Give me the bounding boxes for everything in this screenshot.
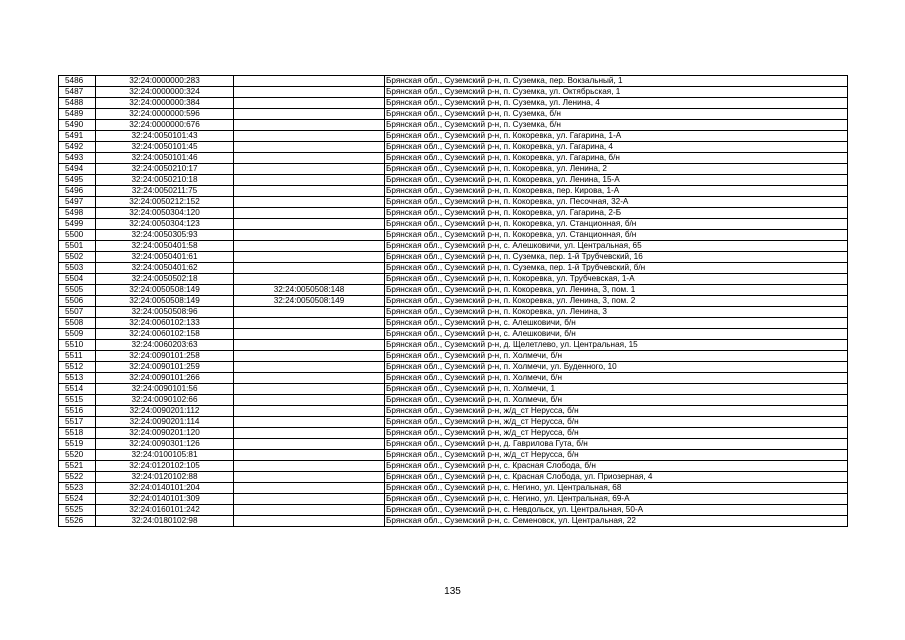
table-row: [59, 373, 848, 384]
table-row: [59, 252, 848, 263]
address-cell: Брянская обл., Суземский р-н, п. Кокоревка, ул. Ленина, 3: [385, 307, 848, 318]
row-number-cell: 5513: [59, 373, 96, 384]
previous-number-cell: [234, 252, 385, 263]
address-cell: Брянская обл., Суземский р-н, с. Негино, ул. Центральная, 69-А: [385, 494, 848, 505]
cadastral-number-cell: 32:24:0000000:324: [96, 87, 234, 98]
table-row: [59, 329, 848, 340]
previous-number-cell: [234, 494, 385, 505]
table-row: [59, 219, 848, 230]
table-row: [59, 186, 848, 197]
row-number-cell: 5489: [59, 109, 96, 120]
row-number-cell: 5510: [59, 340, 96, 351]
address-cell: Брянская обл., Суземский р-н, п. Холмечи, б/н: [385, 351, 848, 362]
table-row: [59, 142, 848, 153]
row-number-cell: 5500: [59, 230, 96, 241]
address-cell: Брянская обл., Суземский р-н, п. Кокоревка, ул. Ленина, 3, пом. 2: [385, 296, 848, 307]
cadastral-number-cell: 32:24:0050101:46: [96, 153, 234, 164]
cadastral-number-cell: 32:24:0050304:120: [96, 208, 234, 219]
table-row: [59, 307, 848, 318]
address-cell: Брянская обл., Суземский р-н, п. Кокоревка, ул. Станционная, б/н: [385, 219, 848, 230]
cadastral-number-cell: 32:24:0050508:96: [96, 307, 234, 318]
row-number-cell: 5503: [59, 263, 96, 274]
cadastral-number-cell: 32:24:0090301:126: [96, 439, 234, 450]
table-row: [59, 417, 848, 428]
table-row: [59, 340, 848, 351]
row-number-cell: 5490: [59, 120, 96, 131]
previous-number-cell: [234, 197, 385, 208]
address-cell: Брянская обл., Суземский р-н, п. Кокоревка, ул. Ленина, 15-А: [385, 175, 848, 186]
address-cell: Брянская обл., Суземский р-н, с. Семеновск, ул. Центральная, 22: [385, 516, 848, 527]
row-number-cell: 5494: [59, 164, 96, 175]
previous-number-cell: [234, 461, 385, 472]
previous-number-cell: [234, 131, 385, 142]
row-number-cell: 5522: [59, 472, 96, 483]
row-number-cell: 5508: [59, 318, 96, 329]
page-number: 135: [444, 586, 461, 597]
cadastral-number-cell: 32:24:0100105:81: [96, 450, 234, 461]
table-row: [59, 296, 848, 307]
cadastral-number-cell: 32:24:0050401:62: [96, 263, 234, 274]
address-cell: Брянская обл., Суземский р-н, с. Негино, ул. Центральная, 68: [385, 483, 848, 494]
previous-number-cell: [234, 516, 385, 527]
address-cell: Брянская обл., Суземский р-н, п. Кокоревка, ул. Гагарина, б/н: [385, 153, 848, 164]
table-row: [59, 505, 848, 516]
row-number-cell: 5519: [59, 439, 96, 450]
row-number-cell: 5493: [59, 153, 96, 164]
row-number-cell: 5506: [59, 296, 96, 307]
previous-number-cell: [234, 318, 385, 329]
address-cell: Брянская обл., Суземский р-н, п. Кокоревка, ул. Трубчевская, 1-А: [385, 274, 848, 285]
table-row: [59, 164, 848, 175]
previous-number-cell: [234, 351, 385, 362]
cadastral-number-cell: 32:24:0000000:283: [96, 76, 234, 87]
address-cell: Брянская обл., Суземский р-н, ж/д_ст Нерусса, б/н: [385, 428, 848, 439]
table-row: [59, 131, 848, 142]
previous-number-cell: [234, 362, 385, 373]
previous-number-cell: [234, 406, 385, 417]
previous-number-cell: 32:24:0050508:149: [234, 296, 385, 307]
address-cell: Брянская обл., Суземский р-н, п. Кокоревка, ул. Гагарина, 1-А: [385, 131, 848, 142]
address-cell: Брянская обл., Суземский р-н, п. Суземка, ул. Октябрьская, 1: [385, 87, 848, 98]
cadastral-number-cell: 32:24:0050211:75: [96, 186, 234, 197]
table-row: [59, 318, 848, 329]
table-row: [59, 120, 848, 131]
table-row: [59, 439, 848, 450]
table-row: [59, 351, 848, 362]
previous-number-cell: [234, 340, 385, 351]
cadastral-number-cell: 32:24:0050508:149: [96, 285, 234, 296]
cadastral-number-cell: 32:24:0050212:152: [96, 197, 234, 208]
table-row: [59, 230, 848, 241]
row-number-cell: 5526: [59, 516, 96, 527]
previous-number-cell: [234, 208, 385, 219]
cadastral-number-cell: 32:24:0090101:56: [96, 384, 234, 395]
cadastral-number-cell: 32:24:0050401:58: [96, 241, 234, 252]
table-row: [59, 362, 848, 373]
row-number-cell: 5516: [59, 406, 96, 417]
address-cell: Брянская обл., Суземский р-н, п. Суземка, ул. Ленина, 4: [385, 98, 848, 109]
address-cell: Брянская обл., Суземский р-н, с. Алешковичи, ул. Центральная, 65: [385, 241, 848, 252]
row-number-cell: 5501: [59, 241, 96, 252]
cadastral-number-cell: 32:24:0090201:114: [96, 417, 234, 428]
row-number-cell: 5520: [59, 450, 96, 461]
previous-number-cell: [234, 329, 385, 340]
table-row: [59, 450, 848, 461]
row-number-cell: 5509: [59, 329, 96, 340]
address-cell: Брянская обл., Суземский р-н, п. Холмечи, ул. Буденного, 10: [385, 362, 848, 373]
row-number-cell: 5514: [59, 384, 96, 395]
previous-number-cell: [234, 241, 385, 252]
cadastral-number-cell: 32:24:0050502:18: [96, 274, 234, 285]
row-number-cell: 5524: [59, 494, 96, 505]
table-row: [59, 98, 848, 109]
row-number-cell: 5497: [59, 197, 96, 208]
table-row: [59, 483, 848, 494]
address-cell: Брянская обл., Суземский р-н, п. Кокоревка, ул. Гагарина, 4: [385, 142, 848, 153]
table-row: [59, 285, 848, 296]
table-row: [59, 76, 848, 87]
cadastral-number-cell: 32:24:0090102:66: [96, 395, 234, 406]
table-row: [59, 395, 848, 406]
previous-number-cell: [234, 505, 385, 516]
previous-number-cell: [234, 76, 385, 87]
previous-number-cell: [234, 230, 385, 241]
table-row: [59, 263, 848, 274]
row-number-cell: 5498: [59, 208, 96, 219]
address-cell: Брянская обл., Суземский р-н, с. Невдольск, ул. Центральная, 50-А: [385, 505, 848, 516]
cadastral-number-cell: 32:24:0050304:123: [96, 219, 234, 230]
table-row: [59, 384, 848, 395]
address-cell: Брянская обл., Суземский р-н, п. Кокоревка, пер. Кирова, 1-А: [385, 186, 848, 197]
cadastral-number-cell: 32:24:0050305:93: [96, 230, 234, 241]
previous-number-cell: [234, 87, 385, 98]
cadastral-number-cell: 32:24:0000000:676: [96, 120, 234, 131]
address-cell: Брянская обл., Суземский р-н, п. Холмечи, 1: [385, 384, 848, 395]
previous-number-cell: [234, 373, 385, 384]
cadastral-number-cell: 32:24:0060203:63: [96, 340, 234, 351]
row-number-cell: 5511: [59, 351, 96, 362]
address-cell: Брянская обл., Суземский р-н, п. Суземка, б/н: [385, 120, 848, 131]
row-number-cell: 5517: [59, 417, 96, 428]
previous-number-cell: [234, 472, 385, 483]
row-number-cell: 5488: [59, 98, 96, 109]
address-cell: Брянская обл., Суземский р-н, п. Кокоревка, ул. Песочная, 32-А: [385, 197, 848, 208]
address-cell: Брянская обл., Суземский р-н, д. Щелетлево, ул. Центральная, 15: [385, 340, 848, 351]
address-cell: Брянская обл., Суземский р-н, п. Кокоревка, ул. Гагарина, 2-Б: [385, 208, 848, 219]
row-number-cell: 5523: [59, 483, 96, 494]
row-number-cell: 5512: [59, 362, 96, 373]
address-cell: Брянская обл., Суземский р-н, п. Кокоревка, ул. Ленина, 3, пом. 1: [385, 285, 848, 296]
previous-number-cell: [234, 307, 385, 318]
previous-number-cell: [234, 384, 385, 395]
address-cell: Брянская обл., Суземский р-н, с. Красная Слобода, ул. Приозерная, 4: [385, 472, 848, 483]
address-cell: Брянская обл., Суземский р-н, п. Суземка, б/н: [385, 109, 848, 120]
previous-number-cell: [234, 450, 385, 461]
row-number-cell: 5521: [59, 461, 96, 472]
previous-number-cell: [234, 153, 385, 164]
row-number-cell: 5525: [59, 505, 96, 516]
cadastral-number-cell: 32:24:0090201:120: [96, 428, 234, 439]
address-cell: Брянская обл., Суземский р-н, п. Суземка, пер. 1-й Трубчевский, б/н: [385, 263, 848, 274]
cadastral-number-cell: 32:24:0120102:105: [96, 461, 234, 472]
cadastral-number-cell: 32:24:0000000:596: [96, 109, 234, 120]
cadastral-number-cell: 32:24:0160101:242: [96, 505, 234, 516]
previous-number-cell: [234, 109, 385, 120]
previous-number-cell: [234, 263, 385, 274]
table-row: [59, 494, 848, 505]
cadastral-number-cell: 32:24:0140101:309: [96, 494, 234, 505]
cadastral-number-cell: 32:24:0000000:384: [96, 98, 234, 109]
table-row: [59, 109, 848, 120]
address-cell: Брянская обл., Суземский р-н, с. Красная Слобода, б/н: [385, 461, 848, 472]
row-number-cell: 5499: [59, 219, 96, 230]
previous-number-cell: [234, 395, 385, 406]
cadastral-number-cell: 32:24:0060102:158: [96, 329, 234, 340]
cadastral-number-cell: 32:24:0050210:17: [96, 164, 234, 175]
address-cell: Брянская обл., Суземский р-н, ж/д_ст Нерусса, б/н: [385, 417, 848, 428]
cadastral-number-cell: 32:24:0090101:258: [96, 351, 234, 362]
row-number-cell: 5518: [59, 428, 96, 439]
row-number-cell: 5495: [59, 175, 96, 186]
table-row: [59, 153, 848, 164]
previous-number-cell: [234, 120, 385, 131]
address-cell: Брянская обл., Суземский р-н, д. Гаврилова Гута, б/н: [385, 439, 848, 450]
previous-number-cell: [234, 417, 385, 428]
row-number-cell: 5496: [59, 186, 96, 197]
previous-number-cell: [234, 98, 385, 109]
table-row: [59, 406, 848, 417]
row-number-cell: 5505: [59, 285, 96, 296]
cadastral-number-cell: 32:24:0050101:43: [96, 131, 234, 142]
address-cell: Брянская обл., Суземский р-н, п. Суземка, пер. Вокзальный, 1: [385, 76, 848, 87]
table-row: [59, 197, 848, 208]
previous-number-cell: [234, 428, 385, 439]
previous-number-cell: [234, 175, 385, 186]
previous-number-cell: [234, 274, 385, 285]
address-cell: Брянская обл., Суземский р-н, с. Алешковичи, б/н: [385, 329, 848, 340]
address-cell: Брянская обл., Суземский р-н, с. Алешковичи, б/н: [385, 318, 848, 329]
cadastral-number-cell: 32:24:0180102:98: [96, 516, 234, 527]
previous-number-cell: [234, 439, 385, 450]
previous-number-cell: [234, 164, 385, 175]
table-row: [59, 175, 848, 186]
table-row: [59, 208, 848, 219]
registry-table: [58, 75, 848, 527]
cadastral-number-cell: 32:24:0090201:112: [96, 406, 234, 417]
row-number-cell: 5515: [59, 395, 96, 406]
row-number-cell: 5486: [59, 76, 96, 87]
cadastral-number-cell: 32:24:0050210:18: [96, 175, 234, 186]
row-number-cell: 5492: [59, 142, 96, 153]
address-cell: Брянская обл., Суземский р-н, п. Холмечи, б/н: [385, 395, 848, 406]
previous-number-cell: [234, 219, 385, 230]
address-cell: Брянская обл., Суземский р-н, ж/д_ст Нерусса, б/н: [385, 406, 848, 417]
previous-number-cell: [234, 186, 385, 197]
table-row: [59, 87, 848, 98]
address-cell: Брянская обл., Суземский р-н, п. Суземка, пер. 1-й Трубчевский, 16: [385, 252, 848, 263]
table-row: [59, 461, 848, 472]
cadastral-number-cell: 32:24:0060102:133: [96, 318, 234, 329]
table-row: [59, 274, 848, 285]
registry-table-body: [59, 76, 848, 527]
cadastral-number-cell: 32:24:0120102:88: [96, 472, 234, 483]
row-number-cell: 5504: [59, 274, 96, 285]
cadastral-number-cell: 32:24:0050101:45: [96, 142, 234, 153]
address-cell: Брянская обл., Суземский р-н, п. Кокоревка, ул. Ленина, 2: [385, 164, 848, 175]
previous-number-cell: [234, 142, 385, 153]
cadastral-number-cell: 32:24:0090101:266: [96, 373, 234, 384]
table-row: [59, 241, 848, 252]
table-row: [59, 472, 848, 483]
previous-number-cell: 32:24:0050508:148: [234, 285, 385, 296]
row-number-cell: 5491: [59, 131, 96, 142]
table-row: [59, 428, 848, 439]
row-number-cell: 5487: [59, 87, 96, 98]
cadastral-number-cell: 32:24:0050401:61: [96, 252, 234, 263]
table-row: [59, 516, 848, 527]
address-cell: Брянская обл., Суземский р-н, п. Кокоревка, ул. Станционная, б/н: [385, 230, 848, 241]
row-number-cell: 5502: [59, 252, 96, 263]
cadastral-number-cell: 32:24:0050508:149: [96, 296, 234, 307]
row-number-cell: 5507: [59, 307, 96, 318]
cadastral-number-cell: 32:24:0140101:204: [96, 483, 234, 494]
cadastral-number-cell: 32:24:0090101:259: [96, 362, 234, 373]
address-cell: Брянская обл., Суземский р-н, ж/д_ст Нерусса, б/н: [385, 450, 848, 461]
previous-number-cell: [234, 483, 385, 494]
address-cell: Брянская обл., Суземский р-н, п. Холмечи, б/н: [385, 373, 848, 384]
